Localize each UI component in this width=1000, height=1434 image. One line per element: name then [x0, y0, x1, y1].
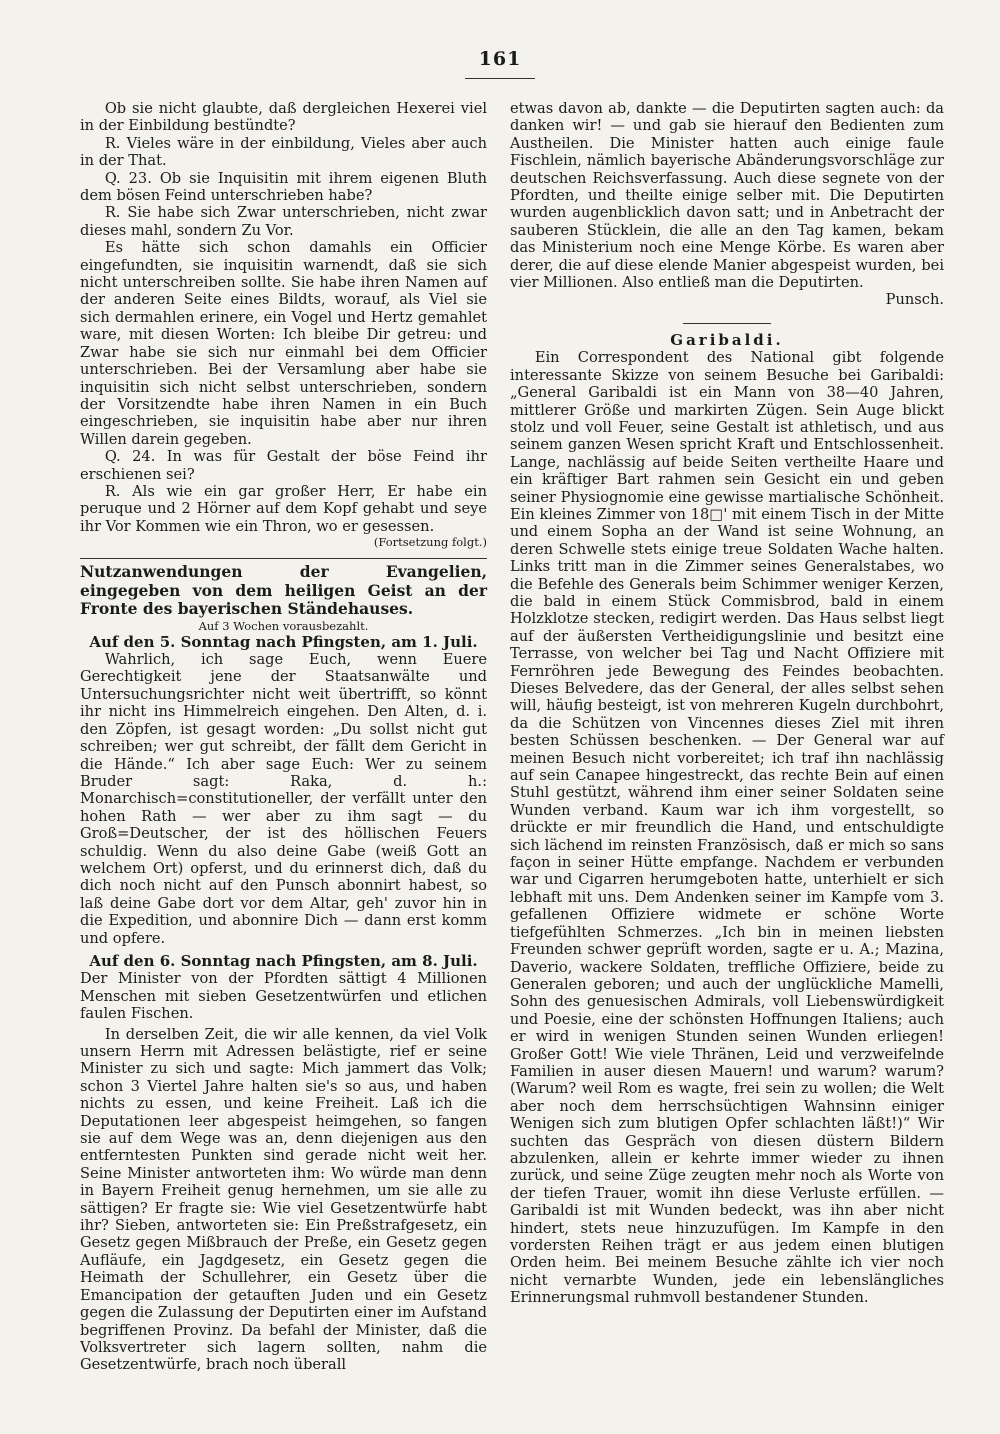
signature: Punsch.	[885, 291, 944, 309]
paragraph: Es hätte sich schon damahls ein Officier eingefundten, sie inquisitin warnendt, daß sie sich nicht unterschreiben sollte. Sie habe ihren Namen auf der anderen Seite eines Bildts, worauf, als Viel sie sich dermahlen erinere, ein Vogel und Hertz gemahlet ware, mit diesen Worten: Ich bleibe Dir getreu: und Zwar habe sie sich nur einmahl bei dem Officier unterschrieben. Bei der Versamlung aber habe sie inquisitin sich nicht selbst unterschrieben, sondern der Vorsitzendte habe ihren Namen in ein Buch eingeschrieben, sie inquisitin habe aber nur ihren Willen darein gegeben.	[80, 239, 487, 448]
page-number-rule	[465, 78, 535, 79]
paragraph: etwas davon ab, dankte — die Deputirten sagten auch: da danken wir! — und gab sie hierauf den Bedienten zum Austheilen. Die Minister hatten auch einige faule Fischlein, nämlich bayerische Abänderungsvorschläge zur deutschen Reichsverfassung. Auch diese segnete von der Pfordten, und theilte einige selber mit. Die Deputirten wurden augenblicklich davon satt; und in Anbetracht der sauberen Stücklein, die alle an den Tag kamen, bekam das Ministerium noch eine Menge Körbe. Es waren aber derer, die auf diese elende Manier abgespeist wurden, bei vier Millionen. Also entließ man die Deputirten.	[510, 100, 944, 292]
section-divider	[80, 558, 487, 559]
page-number: 161	[478, 48, 522, 70]
paragraph: Wahrlich, ich sage Euch, wenn Euere Gerechtigkeit jene der Staatsanwälte und Untersuchungsrichter nicht weit übertrifft, so könnt ihr nicht ins Himmelreich eingehen. Den Alten, d. i. den Zöpfen, ist gesagt worden: „Du sollst nicht gut schreiben; wer gut schreibt, der fällt dem Gericht in die Hände.“ Ich aber sage Euch: Wer zu seinem Bruder sagt: Raka, d. h.: Monarchisch=constitutioneller, der verfällt unter den hohen Rath — wer aber zu ihm sagt — du Groß=Deutscher, der ist des höllischen Feuers schuldig. Wenn du also deine Gabe (weiß Gott an welchem Ort) opferst, und du erinnerst dich, daß du dich noch nicht auf den Punsch abonnirt habest, so laß deine Gabe dort vor dem Altar, geh' zuvor hin in die Expedition, und abonnire Dich — dann erst komm und opfere.	[80, 651, 487, 947]
section-divider	[683, 323, 771, 324]
paragraph: R. Sie habe sich Zwar unterschrieben, nicht zwar dieses mahl, sondern Zu Vor.	[80, 204, 487, 239]
paragraph: Ob sie nicht glaubte, daß dergleichen Hexerei viel in der Einbildung bestündte?	[80, 100, 487, 135]
paragraph: R. Vieles wäre in der einbildung, Vieles aber auch in der That.	[80, 134, 487, 170]
paragraph: Q. 24. In was für Gestalt der böse Feind ihr erschienen sei?	[80, 448, 487, 483]
paragraph: Q. 23. Ob sie Inquisitin mit ihrem eigenen Bluth dem bösen Feind unterschrieben habe?	[80, 169, 487, 205]
paragraph: Ein Correspondent des National gibt folgende interessante Skizze von seinem Besuche bei Garibaldi: „General Garibaldi ist ein Mann von 38—40 Jahren, mittlerer Größe und markirten Zügen. Sein Auge blickt stolz und voll Feuer, seine Gestalt ist athletisch, und aus seinem ganzen Wesen spricht Kraft und Entschlossenheit. Lange, nachlässig auf beide Seiten vertheilte Haare und ein kräftiger Bart rahmen sein Gesicht ein und geben seiner Physiognomie eine gewisse martialische Schönheit. Ein kleines Zimmer von 18□' mit einem Tisch in der Mitte und einem Sopha an der Wand ist seine Wohnung, an deren Schwelle stets einige treue Soldaten Wache halten. Links tritt man in die Zimmer seines Generalstabes, wo die Befehle des Generals beim Schimmer weniger Kerzen, die bald in einem Stück Commisbrod, bald in einem Holzklotze stecken, redigirt werden. Das Haus selbst liegt auf der äußersten Vertheidigungslinie und besitzt eine Terrasse, von welcher bei Tag und Nacht Offiziere mit Fernröhren jede Bewegung des Feindes beobachten. Dieses Belvedere, das der General, der alles selbst sehen will, häufig besteigt, ist von mehreren Kugeln durchbohrt, da die Schützen von Vincennes dieses Ziel mit ihren besten Schüssen beschenken. — Der General war auf meinen Besuch nicht vorbereitet; ich traf ihn nachlässig auf sein Canapee hingestreckt, das rechte Bein auf einen Stuhl gestützt, während ihm einer seiner Soldaten seine Wunden verband. Kaum war ich ihm vorgestellt, so drückte er mir freundlich die Hand, und entschuldigte sich lächend im reinsten Französisch, daß er mich so sans façon in seiner Hütte empfange. Nachdem er verbunden war und Cigarren herumgeboten hatte, unterhielt er sich lebhaft mit uns. Dem Andenken seiner im Kampfe vom 3. gefallenen Offiziere widmete er schöne Worte tiefgefühlten Schmerzes. „Ich bin in meinen liebsten Freunden schwer geprüft worden, sagte er u. A.; Mazina, Daverio, wackere Soldaten, treffliche Offiziere, beide zu Generalen geboren; und auch der unglückliche Mamelli, Sohn des genuesischen Admirals, voll Liebenswürdigkeit und Poesie, eine der schönsten Hoffnungen Italiens; auch er wird in wenigen Stunden seinen Wunden erliegen! Großer Gott! Wie viele Thränen, Leid und verzweifelnde Familien in auser diesen Mauern! und warum? warum? (Warum? weil Rom es wagte, frei sein zu wollen; die Welt aber noch dem herrschsüchtigen Wahnsinn einiger Wenigen sich zum blutigen Opfer schlachten läßt!)“ Wir suchten das Gespräch von diesen düstern Bildern abzulenken, allein er kehrte immer wieder zu ihnen zurück, und seine Züge zeugten mehr noch als Worte von der tiefen Trauer, womit ihn diese Verluste erfüllen. — Garibaldi ist mit Wunden bedeckt, was ihn aber nicht hindert, stets neue hinzuzufügen. Im Kampfe in den vordersten Reihen trägt er aus jedem einen blutigen Orden heim. Bei meinem Besuche zählte ich vier noch nicht vernarbte Wunden, jede ein lebenslängliches Erinnerungsmal ruhmvoll bestandener Stunden.	[510, 349, 944, 1307]
paragraph: In derselben Zeit, die wir alle kennen, da viel Volk unsern Herrn mit Adressen belästigte, rief er seine Minister zu sich und sagte: Mich jammert das Volk; schon 3 Viertel Jahre halten sie's so aus, und haben nichts zu essen, und keine Freiheit. Laß ich die Deputationen leer abgespeist heimgehen, so fangen sie auf dem Wege was an, denn diejenigen aus den entferntesten Punkten sind gerade nicht weit her. Seine Minister antworteten ihm: Wo würde man denn in Bayern Freiheit genug hernehmen, um sie alle zu sättigen? Er fragte sie: Wie viel Gesetzentwürfe habt ihr? Sieben, antworteten sie: Ein Preßstrafgesetz, ein Gesetz gegen Mißbrauch der Preße, ein Gesetz gegen Aufläufe, ein Jagdgesetz, ein Gesetz gegen die Heimath der Schullehrer, ein Gesetz über die Emancipation der getauften Juden und ein Gesetz gegen die Zulassung der Deputirten einer im Aufstand begriffenen Provinz. Da befahl der Minister, daß die Volksvertreter sich lagern sollten, nahm die Gesetzentwürfe, brach noch überall	[80, 1025, 487, 1374]
subsection-lead: Der Minister von der Pfordten sättigt 4 Millionen Menschen mit sieben Gesetzentwürfen und etlichen faulen Fischen.	[80, 970, 487, 1023]
left-column	[80, 100, 487, 1374]
continued-note: (Fortsetzung folgt.)	[373, 535, 487, 550]
section-title: Nutzanwendungen der Evangelien, eingegeben von dem heiligen Geist an der Fronte des bayerischen Ständehauses.	[80, 562, 487, 619]
section-title: Garibaldi.	[670, 330, 784, 349]
subsection-title: Auf den 5. Sonntag nach Pfingsten, am 1. Juli.	[89, 632, 478, 651]
right-column	[510, 100, 944, 1307]
section-note: Auf 3 Wochen vorausbezahlt.	[198, 618, 369, 633]
subsection-title: Auf den 6. Sonntag nach Pfingsten, am 8. Juli.	[89, 951, 478, 970]
paragraph: R. Als wie ein gar großer Herr, Er habe ein peruque und 2 Hörner auf dem Kopf gehabt und seye ihr Vor Kommen wie ein Thron, wo er gesessen.	[80, 482, 487, 535]
